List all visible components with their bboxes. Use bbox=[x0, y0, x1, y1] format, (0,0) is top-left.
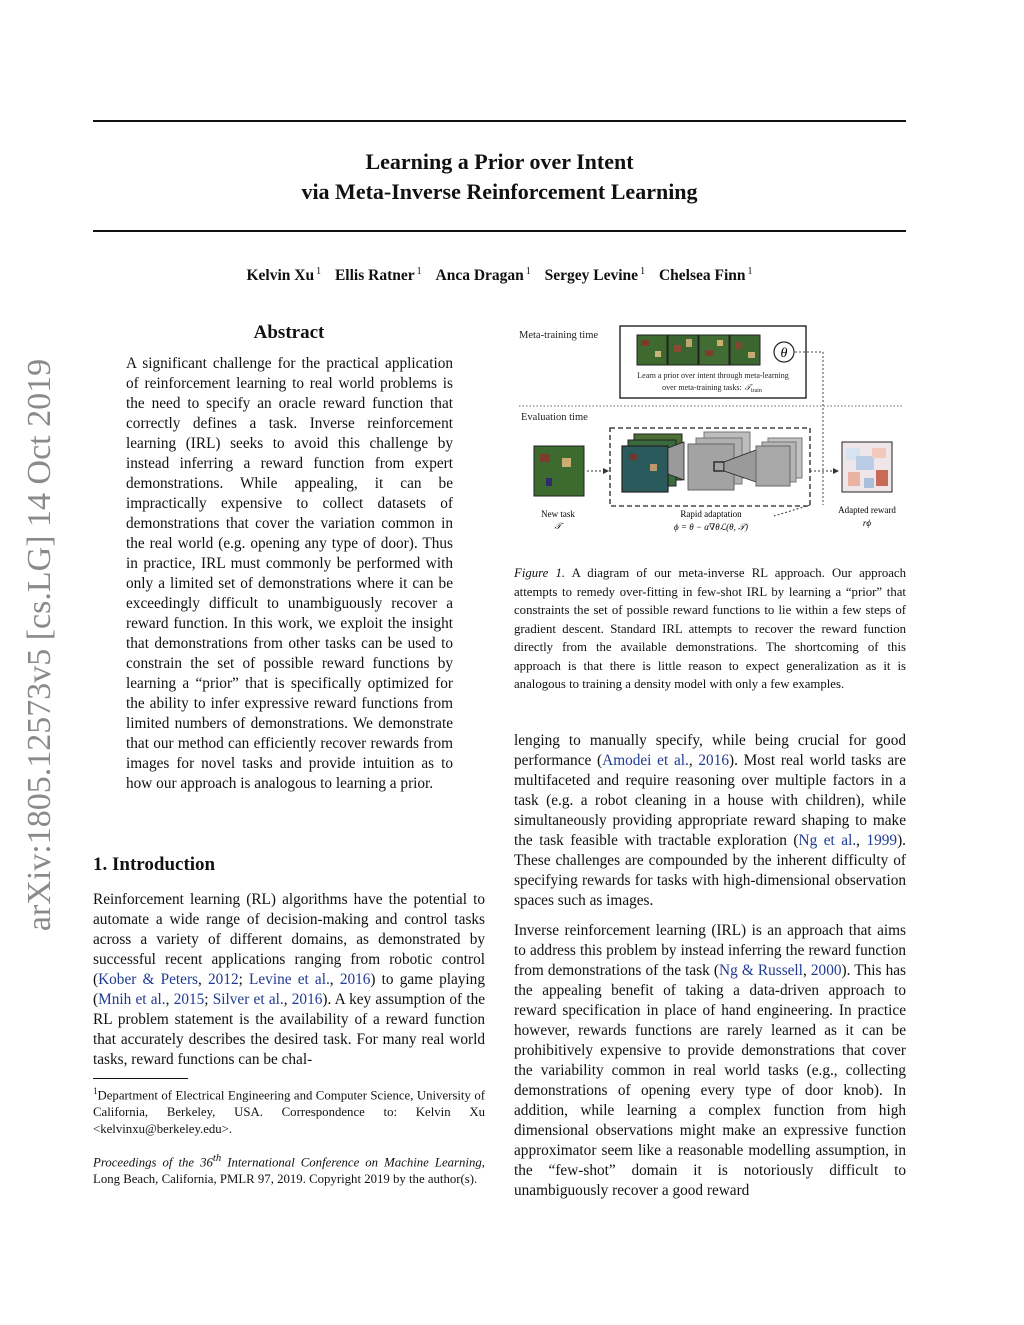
proceedings-note: Proceedings of the 36th International Conference on Machine Learning, Long Beach, California, PMLR 97, 2019. Copyright 2019 by the author(s). bbox=[93, 1153, 485, 1187]
title-line-2: via Meta-Inverse Reinforcement Learning bbox=[301, 179, 698, 204]
citation-link[interactable]: 2016 bbox=[291, 991, 323, 1008]
intro-heading: 1. Introduction bbox=[93, 854, 216, 875]
citation-link[interactable]: Kober & Peters bbox=[98, 971, 198, 988]
new-task-image bbox=[534, 446, 584, 496]
new-task-symbol: 𝒯 bbox=[554, 521, 562, 531]
author: Sergey Levine $^1$ bbox=[544, 266, 646, 284]
citation-link[interactable]: 2016 bbox=[698, 752, 729, 769]
prior-caption-line-1: Learn a prior over intent through meta-learning bbox=[637, 371, 789, 380]
intro-paragraph: Reinforcement learning (RL) algorithms have the potential to automate a wide range of decision-making and control tasks across a variety of different domains, as demonstrated by successful recent applications ranging from robotic control (Kober & Peters, 2012; Levine et al., 2016) to game playing (Mnih et al., 2015; Silver et al., 2016). A key assumption of the RL problem statement is the availability of a reward function that accurately describes the desired task. For many real world tasks, reward functions can be chal- bbox=[93, 891, 486, 1068]
citation-link[interactable]: Mnih et al. bbox=[98, 991, 166, 1008]
figure-label: Figure 1. bbox=[514, 566, 566, 580]
new-task-label: New task bbox=[541, 509, 575, 519]
author: Chelsea Finn $^1$ bbox=[658, 266, 753, 284]
abstract-text: A significant challenge for the practical application of reinforcement learning to real world problems is the need to specify an oracle reward function that correctly defines a task. Inverse reinforcement learning (IRL) seeks to avoid this challenge by instead inferring a reward function from expert demonstrations. While appealing, it can be impractically expensive to collect datasets of demonstrations that cover the variation common in the real world (e.g. opening any type of door). Thus in practice, IRL must commonly be performed with only a limited set of demonstrations where it can be exceedingly difficult to unambiguously recover a reward function. In this work, we exploit the insight that demonstrations from other tasks can be used to constrain the set of possible reward functions by learning a “prior” that is specifically optimized for the ability to infer expressive reward functions from limited numbers of demonstrations. We demonstrate that our method can efficiently recover rewards from images for novel tasks and provide intuition as to how our approach is analogous to learning a prior. bbox=[126, 355, 453, 792]
arxiv-identifier: arXiv:1805.12573v5 [cs.LG] 14 Oct 2019 bbox=[21, 358, 58, 932]
title-rule-top bbox=[93, 120, 906, 122]
author: Kelvin Xu $^1$ bbox=[246, 266, 322, 284]
citation-link[interactable]: Ng et al. bbox=[798, 832, 857, 849]
citation-link[interactable]: 2016 bbox=[339, 971, 371, 988]
citation-link[interactable]: Levine et al. bbox=[249, 971, 330, 988]
author: Anca Dragan $^1$ bbox=[435, 266, 531, 284]
figure-caption: Figure 1. A diagram of our meta-inverse RL approach. Our approach attempts to remedy over-fitting in few-shot IRL by learning a “prior” that constraints the set of possible reward functions to lie within a few steps of gradient descent. Standard IRL attempts to recover the reward function directly from the available demonstrations. The shortcoming of this approach is that there is little reason to expect generalization as it is analogous to training a density model with only a few examples. bbox=[514, 566, 906, 691]
meta-training-label: Meta-training time bbox=[519, 330, 599, 341]
title-rule-bottom bbox=[93, 230, 906, 232]
citation-link[interactable]: Amodei et al. bbox=[602, 752, 689, 769]
paragraph: lenging to manually specify, while being crucial for good performance (Amodei et al., 2016). Most real world tasks are multifaceted and require reasoning over multiple factors in a task (e.g. a robot cleaning in a house with children), while simultaneously providing appropriate reward shaping to make the task feasible with tractable exploration (Ng et al., 1999). These challenges are compounded by the inherent difficulty of specifying rewards for tasks with high-dimensional observation spaces such as images. bbox=[514, 732, 906, 909]
adapted-reward-label: Adapted reward bbox=[838, 505, 896, 515]
affiliation-footnote: $^1$Department of Electrical Engineering and Computer Science, University of California, Berkeley, USA. Correspondence to: Kelvin Xu <kelvinxu@berkeley.edu>. bbox=[93, 1086, 485, 1137]
evaluation-time-label: Evaluation time bbox=[521, 412, 588, 423]
citation-link[interactable]: 2000 bbox=[810, 962, 842, 979]
citation-link[interactable]: 2012 bbox=[208, 971, 239, 988]
citation-link[interactable]: Silver et al. bbox=[212, 991, 284, 1008]
meta-irl-diagram bbox=[512, 320, 908, 545]
paper-title bbox=[93, 147, 906, 207]
rapid-adaptation-label: Rapid adaptation bbox=[680, 509, 742, 519]
footnote-rule bbox=[93, 1078, 188, 1079]
citation-link[interactable]: 2015 bbox=[173, 991, 205, 1008]
theta-symbol: θ bbox=[780, 346, 788, 361]
prior-caption-line-2: over meta-training tasks: 𝒯$_{train}$ bbox=[662, 383, 762, 394]
abstract-heading: Abstract bbox=[253, 322, 325, 343]
title-line-1: Learning a Prior over Intent bbox=[365, 149, 634, 174]
adapted-reward-symbol: rϕ bbox=[862, 518, 872, 528]
author-list bbox=[93, 266, 906, 285]
paragraph: Inverse reinforcement learning (IRL) is an approach that aims to address this problem by instead inferring the reward function from demonstrations of the task (Ng & Russell, 2000). This has the appealing benefit of taking a data-driven approach to reward specification in place of hand engineering. In practice however, rewards functions are rarely learned as it can be prohibitively expensive to provide demonstrations that cover the variability common in real world tasks (e.g., collecting demonstrations of opening every type of door knob). In addition, while learning a complex function from high dimensional observations might make an expressive function approximator seem like a reasonable modelling assumption, in the “few-shot” domain it is notoriously difficult to unambiguously recover a good reward bbox=[514, 922, 906, 1199]
right-column-text bbox=[514, 731, 906, 1201]
rapid-adaptation-formula: ϕ = θ − α∇θℒ(θ, 𝒯) bbox=[674, 522, 748, 532]
citation-link[interactable]: 1999 bbox=[866, 832, 898, 849]
meta-training-task-thumbnails bbox=[637, 335, 760, 365]
citation-link[interactable]: Ng & Russell bbox=[719, 962, 803, 979]
author: Ellis Ratner $^1$ bbox=[334, 266, 422, 284]
adapted-reward-heatmap bbox=[842, 442, 892, 492]
